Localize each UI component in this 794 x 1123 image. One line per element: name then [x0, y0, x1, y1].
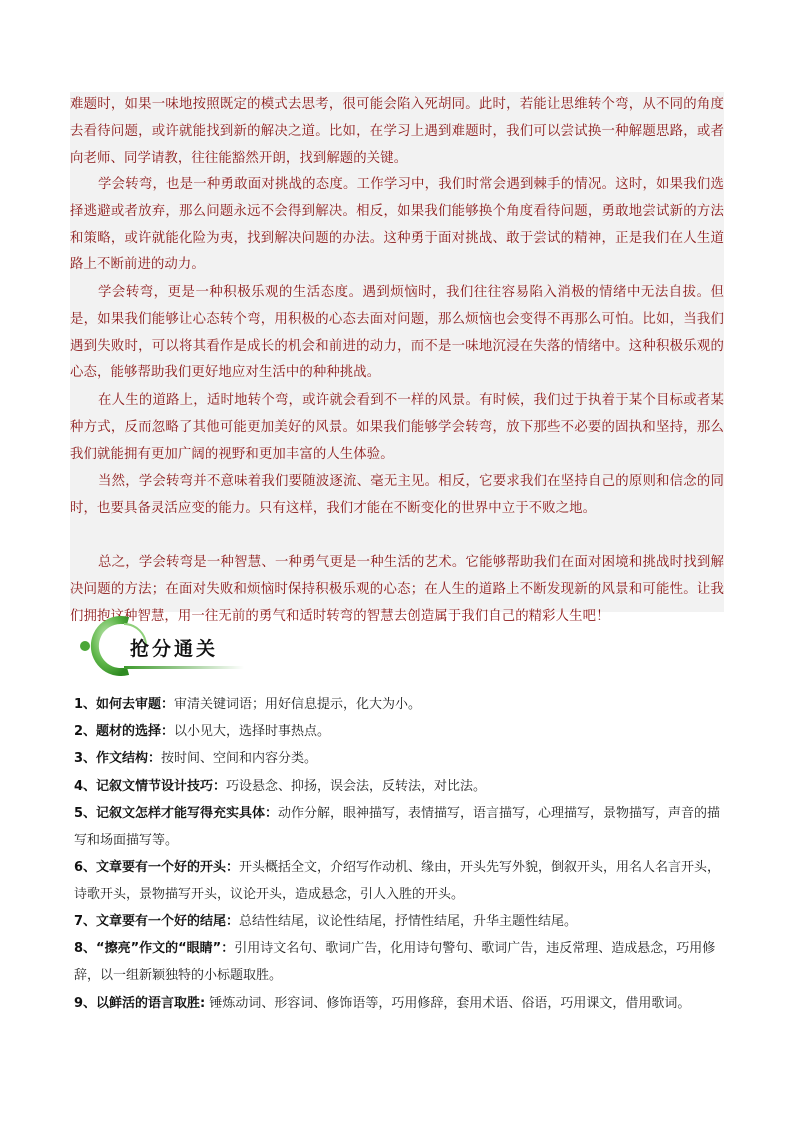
tip-text: 引用诗文名句、歌词广告，化用诗句警句、歌词广告，违反常理、造成悬念，巧用修辞，以一组新颖独特的小标题取胜。 — [74, 941, 716, 983]
tip-item-2 — [74, 718, 728, 745]
tip-item-7 — [74, 908, 728, 935]
tip-text: 开头概括全文，介绍写作动机、缘由，开头先写外貌，倒叙开头，用名人名言开头，诗歌开头，景物描写开头，议论开头，造成悬念，引人入胜的开头。 — [74, 860, 721, 902]
tip-item-1 — [74, 691, 728, 718]
tip-item-5 — [74, 800, 728, 854]
tip-item-8 — [74, 935, 728, 989]
tip-item-4 — [74, 773, 728, 800]
essay-paragraph-2: 学会转弯，也是一种勇敢面对挑战的态度。工作学习中，我们时常会遇到棘手的情况。这时，如果我们选择逃避或者放弃，那么问题永远不会得到解决。相反，如果我们能够换个角度看待问题，勇敢地尝试新的方法和策略，或许就能化险为夷，找到解决问题的办法。这种勇于面对挑战、敢于尝试的精神，正是我们在人生道路上不断前进的动力。 — [70, 177, 724, 273]
tip-label: 3、作文结构： — [74, 751, 162, 766]
tip-text: 审清关键词语；用好信息提示，化大为小。 — [174, 697, 422, 712]
tip-text: 按时间、空间和内容分类。 — [161, 751, 318, 766]
tip-item-6 — [74, 854, 728, 908]
tip-item-9 — [74, 990, 728, 1017]
tip-text: 锤炼动词、形容词、修饰语等，巧用修辞，套用术语、俗语，巧用课文，借用歌词。 — [205, 996, 691, 1011]
tip-label: 7、文章要有一个好的结尾： — [74, 914, 240, 929]
tip-item-3 — [74, 745, 728, 772]
tip-text: 巧设悬念、抑扬，误会法，反转法，对比法。 — [226, 779, 487, 794]
tip-label: 1、如何去审题： — [74, 697, 175, 712]
tip-label: 5、记叙文怎样才能写得充实具体： — [74, 806, 279, 821]
essay-paragraph-5: 当然，学会转弯并不意味着我们要随波逐流、毫无主见。相反，它要求我们在坚持自己的原则和信念的同时，也要具备灵活应变的能力。只有这样，我们才能在不断变化的世界中立于不败之地。 — [70, 474, 724, 516]
tip-text: 总结性结尾，议论性结尾，抒情性结尾，升华主题性结尾。 — [239, 914, 578, 929]
tip-label: 2、题材的选择： — [74, 724, 175, 739]
tip-text: 动作分解，眼神描写，表情描写，语言描写，心理描写，景物描写，声音的描写和场面描写等。 — [74, 806, 721, 848]
tip-label: 9、以鲜活的语言取胜: — [74, 996, 206, 1011]
section-header — [76, 616, 276, 676]
essay-paragraph-1: 难题时，如果一味地按照既定的模式去思考，很可能会陷入死胡同。此时，若能让思维转个弯，从不同的角度去看待问题，或许就能找到新的解决之道。比如，在学习上遇到难题时，我们可以尝试换一种解题思路，或者向老师、同学请教，往往能豁然开朗，找到解题的关键。 — [70, 97, 724, 166]
tip-label: 8、“擦亮”作文的“眼睛”： — [74, 941, 235, 956]
tip-label: 6、文章要有一个好的开头： — [74, 860, 240, 875]
tip-text: 以小见大，选择时事热点。 — [174, 724, 331, 739]
section-title: 抢分通关 — [130, 638, 219, 660]
tip-label: 4、记叙文情节设计技巧： — [74, 779, 227, 794]
essay-paragraph-6: 总之，学会转弯是一种智慧、一种勇气更是一种生活的艺术。它能够帮助我们在面对困境和挑战时找到解决问题的方法；在面对失败和烦恼时保持积极乐观的心态；在人生的道路上不断发现新的风景和可能性。让我们拥抱这种智慧，用一往无前的勇气和适时转弯的智慧去创造属于我们自己的精彩人生吧！ — [70, 555, 724, 624]
essay-paragraph-3: 学会转弯，更是一种积极乐观的生活态度。遇到烦恼时，我们往往容易陷入消极的情绪中无法自拔。但是，如果我们能够让心态转个弯，用积极的心态去面对问题，那么烦恼也会变得不再那么可怕。比如，当我们遇到失败时，可以将其看作是成长的机会和前进的动力，而不是一味地沉浸在失落的情绪中。这种积极乐观的心态，能够帮助我们更好地应对生活中的种种挑战。 — [70, 285, 724, 381]
essay-paragraph-4: 在人生的道路上，适时地转个弯，或许就会看到不一样的风景。有时候，我们过于执着于某个目标或者某种方式，反而忽略了其他可能更加美好的风景。如果我们能够学会转弯，放下那些不必要的固执和坚持，那么我们就能拥有更加广阔的视野和更加丰富的人生体验。 — [70, 393, 724, 462]
